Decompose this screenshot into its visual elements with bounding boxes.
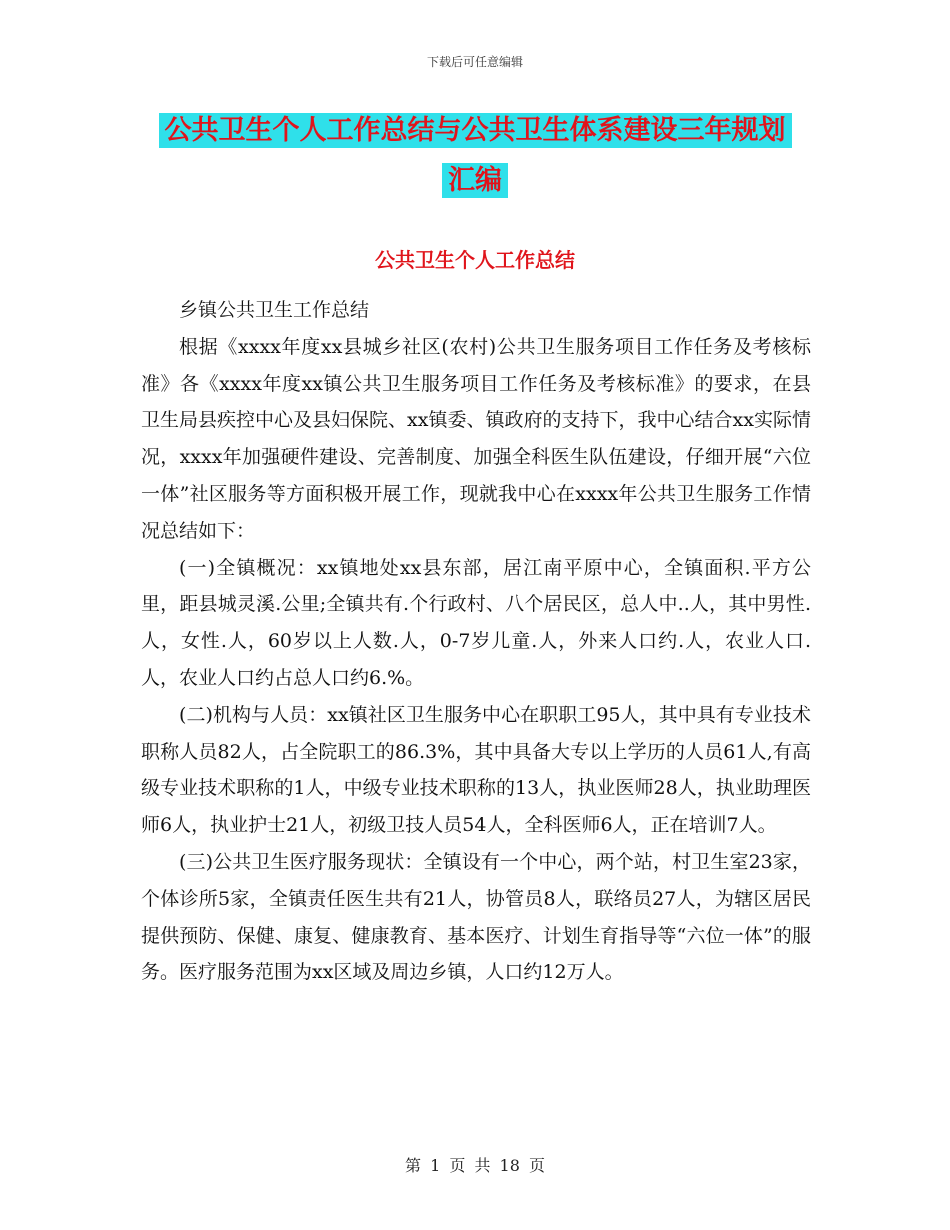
paragraph-subtitle: 乡镇公共卫生工作总结 [179,299,370,321]
document-title-line1: 公共卫生个人工作总结与公共卫生体系建设三年规划 [159,113,792,148]
paragraph-services: (三)公共卫生医疗服务现状：全镇设有一个中心，两个站，村卫生室23家，个体诊所5家，全镇责任医生共有21人，协管员8人，联络员27人，为辖区居民提供预防、保健、康复、健康教育、基本医疗、计划生育指导等“六位一体”的服务。医疗服务范围为xx区域及周边乡镇，人口约12万人。 [141,850,811,984]
paragraph-staff: (二)机构与人员：xx镇社区卫生服务中心在职职工95人，其中具有专业技术职称人员82人，占全院职工的86.3%，其中具备大专以上学历的人员61人,有高级专业技术职称的1人，中级专业技术职称的13人，执业医师28人，执业助理医师6人，执业护士21人，初级卫技人员54人，全科医师6人，正在培训7人。 [141,703,811,837]
paragraph-intro: 根据《xxxx年度xx县城乡社区(农村)公共卫生服务项目工作任务及考核标准》各《xxxx年度xx镇公共卫生服务项目工作任务及考核标准》的要求，在县卫生局县疾控中心及县妇保院、xx镇委、镇政府的支持下，我中心结合xx实际情况，xxxx年加强硬件建设、完善制度、加强全科医生队伍建设，仔细开展“六位一体”社区服务等方面积极开展工作，现就我中心在xxxx年公共卫生服务工作情况总结如下： [141,335,811,542]
page-footer: 第 1 页 共 18 页 [405,1156,545,1175]
document-title [0,106,950,206]
paragraph-overview: (一)全镇概况：xx镇地处xx县东部，居江南平原中心，全镇面积.平方公里，距县城灵溪.公里;全镇共有.个行政村、八个居民区，总人中..人，其中男性.人，女性.人，60岁以上人数.人，0-7岁儿童.人，外来人口约.人，农业人口.人，农业人口约占总人口约6.%。 [141,556,811,689]
body-text [141,292,811,991]
header-note: 下载后可任意编辑 [426,55,523,69]
document-title-line2: 汇编 [442,163,508,198]
section-title: 公共卫生个人工作总结 [375,248,575,272]
